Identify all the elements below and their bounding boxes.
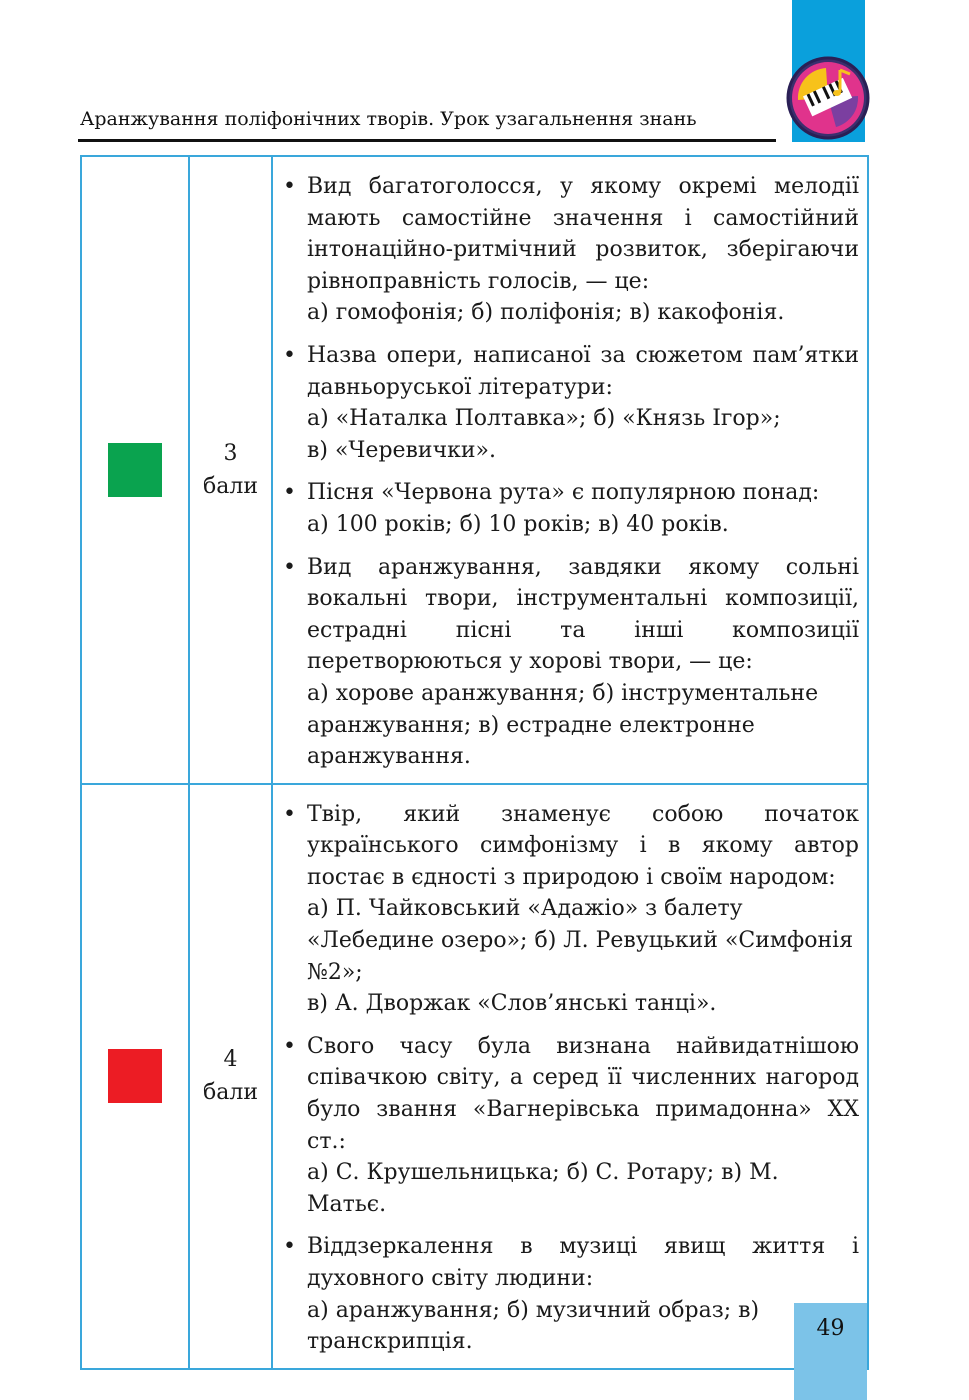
- points-value: 3: [223, 440, 238, 466]
- question-text: Вид багатоголосся, у якому окремі мелодії мають самостійне значення і самостійний інтонаційно-ритмічний розвиток, зберігаючи рівноправність голосів, — це:: [307, 174, 859, 294]
- question-text: Твір, який знаменує собою початок українського симфонізму і в якому автор постає в єдності з природою і своїм народом:: [307, 801, 859, 890]
- points-unit: бали: [203, 1080, 258, 1106]
- music-emblem-icon: [786, 56, 870, 140]
- level-square-green: [108, 443, 162, 497]
- points-label: [190, 1043, 271, 1109]
- table-row: [81, 784, 868, 1369]
- answer-options: а) 100 років; б) 10 років; в) 40 років.: [307, 511, 729, 537]
- questions-cell: [272, 784, 868, 1369]
- question-item: [281, 552, 859, 773]
- question-text: Свого часу була визнана найвидатнішою співачкою світу, а серед її численних нагород було звання «Вагнерівська примадонна» XX ст.:: [307, 1033, 859, 1154]
- bullet-icon: •: [283, 342, 296, 368]
- assessment-table: [80, 155, 869, 1370]
- points-cell: [189, 156, 272, 784]
- header-divider: [78, 139, 776, 142]
- page-header-title: Аранжування поліфонічних творів. Урок узагальнення знань: [80, 108, 697, 130]
- question-body: [307, 477, 859, 540]
- bullet-icon: •: [283, 801, 296, 827]
- points-label: [190, 437, 271, 503]
- question-item: [281, 1231, 859, 1357]
- answer-options: а) хорове аранжування; б) інструментальне аранжування; в) естрадне електронне аранжування.: [307, 680, 819, 770]
- question-body: [307, 552, 859, 773]
- answer-options: а) гомофонія; б) поліфонія; в) какофонія.: [307, 300, 785, 326]
- question-body: [307, 171, 859, 329]
- answer-options: а) С. Крушельницька; б) С. Ротару; в) М. Матьє.: [307, 1160, 779, 1217]
- level-cell: [81, 784, 189, 1369]
- questions-cell: [272, 156, 868, 784]
- question-text: Віддзеркалення в музиці явищ життя і духовного світу людини:: [307, 1234, 859, 1291]
- question-item: [281, 340, 859, 466]
- answer-options: в) «Черевички».: [307, 437, 497, 463]
- bullet-icon: •: [283, 480, 296, 506]
- points-value: 4: [223, 1047, 238, 1073]
- table-row: [81, 156, 868, 784]
- points-cell: [189, 784, 272, 1369]
- answer-options: в) А. Дворжак «Слов’янські танці».: [307, 991, 717, 1017]
- bullet-icon: •: [283, 554, 296, 580]
- bullet-icon: •: [283, 1234, 296, 1260]
- question-item: [281, 1031, 859, 1221]
- question-item: [281, 477, 859, 540]
- question-body: [307, 340, 859, 466]
- question-item: [281, 799, 859, 1020]
- answer-options: а) П. Чайковський «Адажіо» з балету «Лебедине озеро»; б) Л. Ревуцький «Симфонія №2»;: [307, 896, 854, 985]
- question-body: [307, 1031, 859, 1221]
- question-text: Пісня «Червона рута» є популярною понад:: [307, 480, 820, 506]
- question-text: Назва опери, написаної за сюжетом пам’ятки давньоруської літератури:: [307, 342, 859, 400]
- page-number: 49: [816, 1316, 845, 1341]
- answer-options: а) «Наталка Полтавка»; б) «Князь Ігор»;: [307, 406, 781, 432]
- level-square-red: [108, 1049, 162, 1103]
- question-text: Вид аранжування, завдяки якому сольні вокальні твори, інструментальні композиції, естрадні пісні та інші композиції перетворюються у хорові твори, — це:: [307, 554, 859, 675]
- question-body: [307, 1231, 859, 1357]
- question-body: [307, 799, 859, 1020]
- bullet-icon: •: [283, 1033, 296, 1059]
- question-item: [281, 171, 859, 329]
- level-cell: [81, 156, 189, 784]
- points-unit: бали: [203, 473, 258, 499]
- bullet-icon: •: [283, 174, 296, 199]
- answer-options: а) аранжування; б) музичний образ; в) транскрипція.: [307, 1297, 760, 1355]
